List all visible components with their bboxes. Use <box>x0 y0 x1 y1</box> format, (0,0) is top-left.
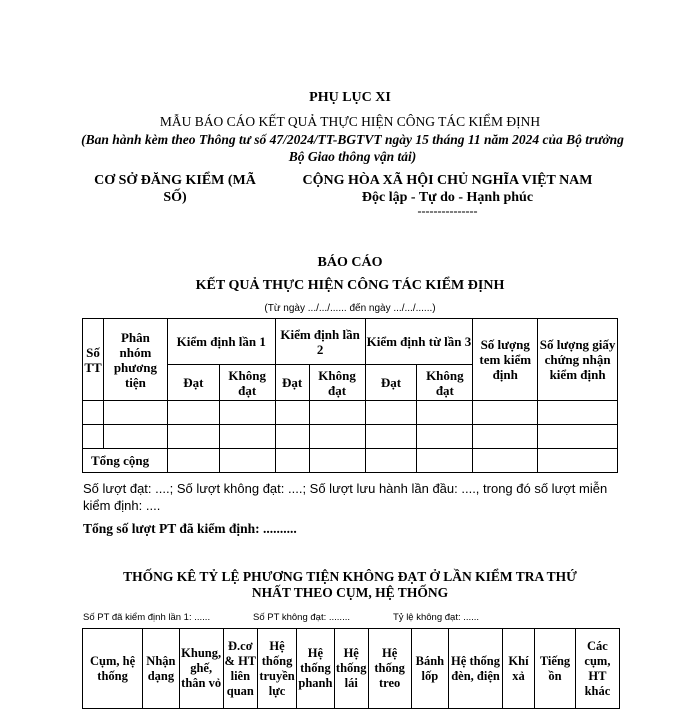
subheader-fail-2: Không đạt <box>309 365 365 401</box>
total-row-label: Tổng cộng <box>83 449 168 473</box>
report-title: BÁO CÁO <box>317 255 383 270</box>
col-header-frame-body: Khung, ghế, thân vỏ <box>179 629 223 709</box>
col-header-vehicle-group: Phân nhóm phương tiện <box>103 319 167 401</box>
col-header-inspection-3: Kiểm định từ lần 3 <box>365 319 473 365</box>
count-inspected-first: Số PT đã kiểm định lần 1: ...... <box>83 612 211 623</box>
col-header-inspection-1: Kiểm định lần 1 <box>167 319 275 365</box>
subheader-pass-1: Đạt <box>167 365 219 401</box>
form-title: MẪU BÁO CÁO KẾT QUẢ THỰC HIỆN CÔNG TÁC KIỂM ĐỊNH <box>159 114 541 129</box>
stats-title-line1: THỐNG KÊ TỶ LỆ PHƯƠNG TIỆN KHÔNG ĐẠT Ở LẦN KIỂM TRA THỨ <box>123 569 577 584</box>
national-motto: Độc lập - Tự do - Hạnh phúc <box>361 190 534 205</box>
total-row <box>83 449 618 473</box>
table-row <box>83 401 618 425</box>
col-header-system: Cụm, hệ thống <box>83 629 143 709</box>
col-header-other: Các cụm, HT khác <box>575 629 619 709</box>
report-subtitle: KẾT QUẢ THỰC HIỆN CÔNG TÁC KIỂM ĐỊNH <box>195 278 505 293</box>
subheader-fail-1: Không đạt <box>219 365 275 401</box>
org-name <box>75 172 275 206</box>
col-header-lights-electrical: Hệ thống đèn, điện <box>449 629 503 709</box>
count-failed: Số PT không đạt: ........ <box>253 612 350 623</box>
table-row <box>83 425 618 449</box>
col-header-stamp-count: Số lượng tem kiểm định <box>473 319 538 401</box>
col-header-identification: Nhận dạng <box>143 629 180 709</box>
org-name-line1: CƠ SỞ ĐĂNG KIỂM (MÃ <box>94 173 256 188</box>
national-header <box>285 172 610 216</box>
country-name: CỘNG HÒA XÃ HỘI CHỦ NGHĨA VIỆT NAM <box>302 173 593 188</box>
col-header-exhaust: Khí xả <box>502 629 534 709</box>
stats-counts <box>83 612 643 623</box>
col-header-engine: Đ.cơ & HT liên quan <box>223 629 257 709</box>
col-header-suspension: Hệ thống treo <box>368 629 411 709</box>
col-header-brakes: Hệ thống phanh <box>297 629 335 709</box>
report-period: (Từ ngày .../.../...... đến ngày .../.../......) <box>264 303 436 314</box>
failure-by-system-table <box>82 628 620 709</box>
col-header-noise: Tiếng ồn <box>535 629 576 709</box>
stats-title-line2: NHẤT THEO CỤM, HỆ THỐNG <box>251 585 449 600</box>
org-name-line2: SỐ) <box>163 190 187 205</box>
subheader-pass-3: Đạt <box>365 365 417 401</box>
col-header-stt: Số TT <box>83 319 104 401</box>
inspection-results-table <box>82 318 618 473</box>
summary-counts: Số lượt đạt: ....; Số lượt không đạt: ....; Số lượt lưu hành lần đầu: ...., trong đó số lượt miễn kiểm định: .... <box>83 481 608 513</box>
total-inspected: Tổng số lượt PT đã kiểm định: .......... <box>83 521 297 536</box>
col-header-certificate-count: Số lượng giấy chứng nhận kiểm định <box>538 319 618 401</box>
subheader-fail-3: Không đạt <box>417 365 473 401</box>
col-header-steering: Hệ thống lái <box>334 629 368 709</box>
motto-underline: --------------- <box>417 204 478 218</box>
fail-rate: Tỷ lệ không đạt: ...... <box>393 612 480 623</box>
subheader-pass-2: Đạt <box>275 365 309 401</box>
col-header-inspection-2: Kiểm định lần 2 <box>275 319 365 365</box>
issued-by-note: (Ban hành kèm theo Thông tư số 47/2024/TT-BGTVT ngày 15 tháng 11 năm 2024 của Bộ trưởng Bộ Giao thông vận tải) <box>81 132 624 164</box>
col-header-tires: Bánh lốp <box>411 629 449 709</box>
appendix-title: PHỤ LỤC XI <box>309 90 391 105</box>
col-header-transmission: Hệ thống truyền lực <box>258 629 297 709</box>
